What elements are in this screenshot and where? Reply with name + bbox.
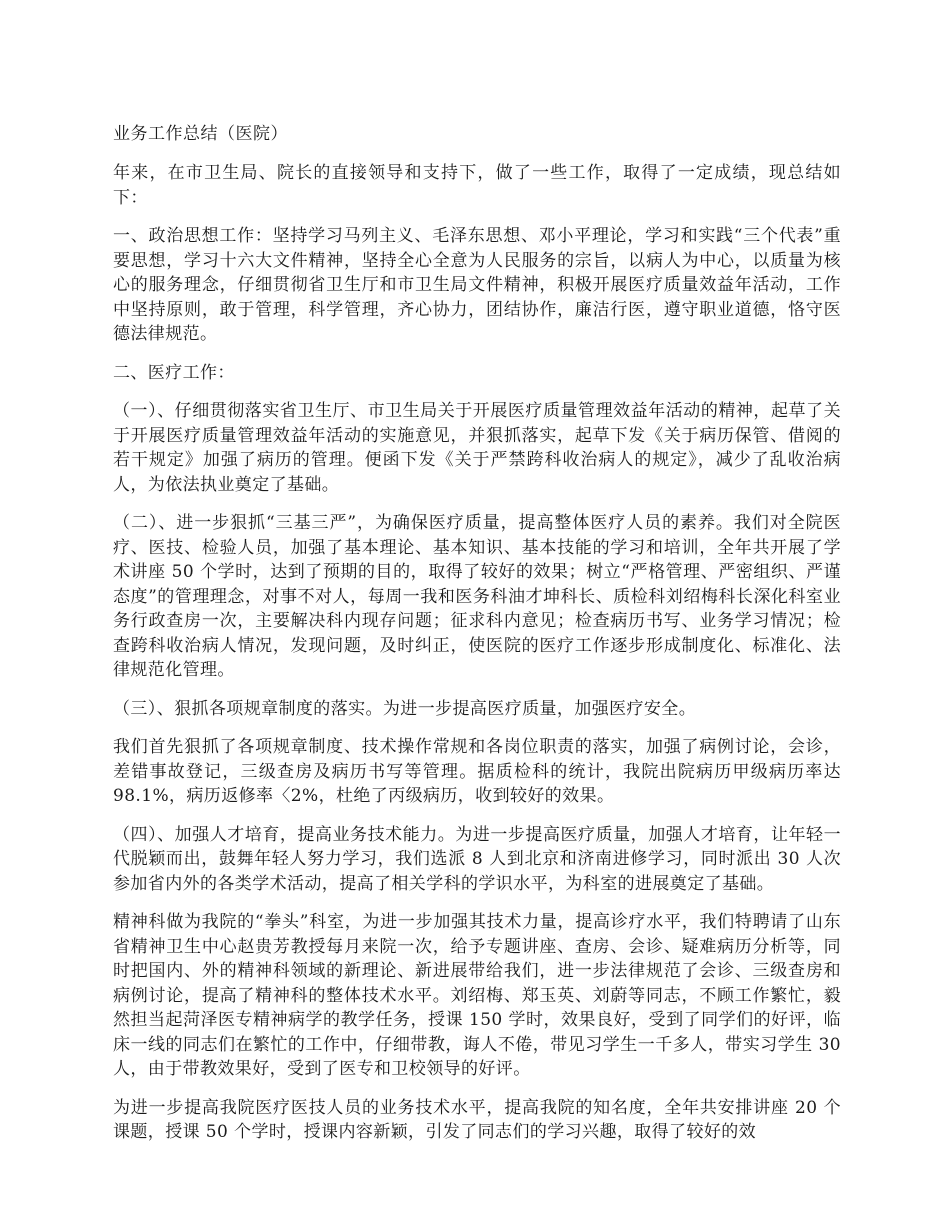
document-page bbox=[113, 122, 841, 1159]
paragraph-section-3: （三）、狠抓各项规章制度的落实。为进一步提高医疗质量，加强医疗安全。 bbox=[113, 698, 697, 719]
paragraph-section-1: （一）、仔细贯彻落实省卫生厅、市卫生局关于开展医疗质量管理效益年活动的精神，起草了关于开展医疗质量管理效益年活动的实施意见，并狠抓落实，起草下发《关于病历保管、借阅的若干规定》加强了病历的管理。便函下发《关于严禁跨科收治病人的规定》，减少了乱收治病人，为依法执业奠定了基础。 bbox=[113, 401, 841, 495]
paragraph-regulations: 我们首先狠抓了各项规章制度、技术操作常规和各岗位职责的落实，加强了病例讨论，会诊，差错事故登记，三级查房及病历书写等管理。据质检科的统计，我院出院病历甲级病历率达 98.1%，病历返修率〈2%，杜绝了丙级病历，收到较好的效果。 bbox=[113, 737, 841, 806]
paragraph-medical-work-heading: 二、医疗工作： bbox=[113, 362, 235, 383]
paragraph-intro: 年来，在市卫生局、院长的直接领导和支持下，做了一些工作，取得了一定成绩，现总结如下： bbox=[113, 163, 841, 208]
paragraph-section-2: （二）、进一步狠抓“三基三严”，为确保医疗质量，提高整体医疗人员的素养。我们对全院医疗、医技、检验人员，加强了基本理论、基本知识、基本技能的学习和培训，全年共开展了学术讲座 50 个学时，达到了预期的目的，取得了较好的效果；树立“严格管理、严密组织、严谨态度”的管理理念，对事不对人，每周一我和医务科油才坤科长、质检科刘绍梅科长深化科室业务行政查房一次，主要解决科内现存问题；征求科内意见；检查病历书写、业务学习情况；检查跨科收治病人情况，发现问题，及时纠正，使医院的医疗工作逐步形成制度化、标准化、法律规范化管理。 bbox=[113, 513, 841, 680]
paragraph-political-work: 一、政治思想工作：坚持学习马列主义、毛泽东思想、邓小平理论，学习和实践“三个代表”重要思想，学习十六大文件精神，坚持全心全意为人民服务的宗旨，以病人为中心，以质量为核心的服务理念，仔细贯彻省卫生厅和市卫生局文件精神，积极开展医疗质量效益年活动，工作中坚持原则，敢于管理，科学管理，齐心协力，团结协作，廉洁行医，遵守职业道德，恪守医德法律规范。 bbox=[113, 226, 841, 344]
paragraph-psychiatry: 精神科做为我院的“拳头”科室，为进一步加强其技术力量，提高诊疗水平，我们特聘请了山东省精神卫生中心赵贵芳教授每月来院一次，给予专题讲座、查房、会诊、疑难病历分析等，同时把国内、外的精神科领域的新理论、新进展带给我们，进一步法律规范了会诊、三级查房和病例讨论，提高了精神科的整体技术水平。刘绍梅、郑玉英、刘蔚等同志，不顾工作繁忙，毅然担当起菏泽医专精神病学的教学任务，授课 150 学时，效果良好，受到了同学们的好评，临床一线的同志们在繁忙的工作中，仔细带教，诲人不倦，带见习学生一千多人，带实习学生 30 人，由于带教效果好，受到了医专和卫校领导的好评。 bbox=[113, 912, 841, 1079]
paragraph-lectures: 为进一步提高我院医疗医技人员的业务技术水平，提高我院的知名度，全年共安排讲座 20 个课题，授课 50 个学时，授课内容新颖，引发了同志们的学习兴趣，取得了较好的效 bbox=[113, 1097, 841, 1142]
paragraph-section-4: （四）、加强人才培育，提高业务技术能力。为进一步提高医疗质量，加强人才培育，让年轻一代脱颖而出，鼓舞年轻人努力学习，我们选派 8 人到北京和济南进修学习，同时派出 30 人次参加省内外的各类学术活动，提高了相关学科的学识水平，为科室的进展奠定了基础。 bbox=[113, 824, 841, 894]
document-title: 业务工作总结（医院） bbox=[113, 124, 288, 144]
